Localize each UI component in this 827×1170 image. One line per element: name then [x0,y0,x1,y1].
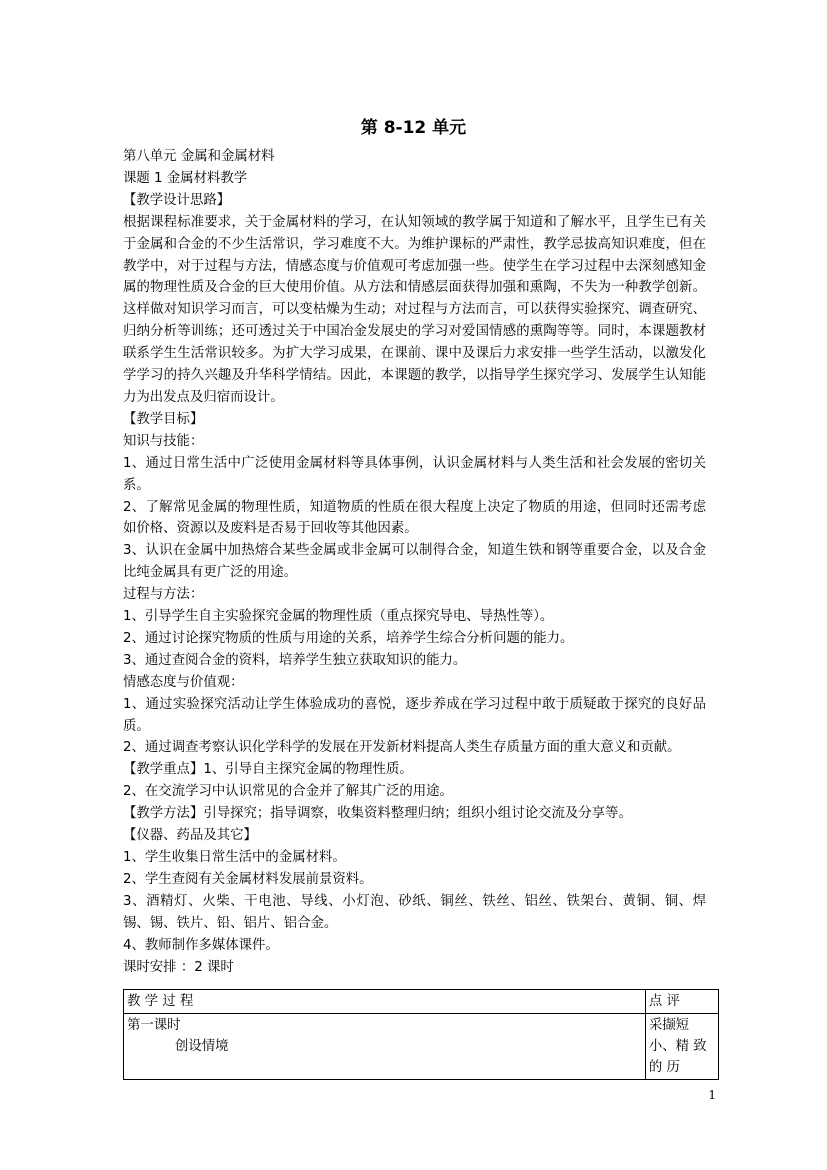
comment-cell: 采撷短小、精 致 的 历 [645,1014,718,1080]
process-cell [124,1014,646,1080]
document-body [123,146,706,978]
table-header-row [124,990,719,1014]
materials-item: 3、酒精灯、火柴、干电池、导线、小灯泡、砂纸、铜丝、铁丝、铝丝、铁架台、黄铜、铜、焊锡、锡、铁片、铅、铝片、铝合金。 [123,893,706,931]
emotion-item: 2、通过调查考察认识化学科学的发展在开发新材料提高人类生存质量方面的重大意义和贡献。 [123,740,681,756]
emotion-heading: 情感态度与价值观： [123,674,244,690]
key-heading: 【教学重点】 [123,762,204,778]
knowledge-heading: 知识与技能： [123,433,204,449]
key-item: 2、在交流学习中认识常见的合金并了解其广泛的用途。 [123,784,453,800]
materials-item: 1、学生收集日常生活中的金属材料。 [123,850,346,865]
method-heading: 【教学方法】 [123,806,204,822]
knowledge-item: 1、通过日常生活中广泛使用金属材料等具体事例，认识金属材料与人类生活和社会发展的密切关系。 [123,455,706,493]
process-item: 1、引导学生自主实验探究金属的物理性质（重点探究导电、导热性等）。 [123,609,554,625]
materials-item: 2、学生查阅有关金属材料发展前景资料。 [123,871,373,887]
design-heading: 【教学设计思路】 [123,192,231,208]
process-item: 3、通过查阅合金的资料，培养学生独立获取知识的能力。 [123,652,467,668]
knowledge-item: 2、了解常见金属的物理性质，知道物质的性质在很大程度上决定了物质的用途，但同时还需考虑如价格、资源以及废料是否易于回收等其他因素。 [123,499,706,537]
materials-heading: 【仪器、药品及其它】 [123,828,257,844]
emotion-item: 1、通过实验探究活动让学生体验成功的喜悦，逐步养成在学习过程中敢于质疑敢于探究的良好品质。 [123,696,706,734]
materials-item: 4、教师制作多媒体课件。 [123,937,279,953]
process-table [123,989,719,1080]
header-comment: 点 评 [645,990,718,1014]
design-paragraph: 根据课程标准要求，关于金属材料的学习，在认知领域的教学属于知道和了解水平，且学生已有关于金属和合金的不少生活常识，学习难度不大。为维护课标的严肃性，教学忌拔高知识难度，但在教学中，对于过程与方法，情感态度与价值观可考虑加强一些。使学生在学习过程中去深刻感知金属的物理性质及合金的巨大使用价值。从方法和情感层面获得加强和熏陶，不失为一种教学创新。这样做对知识学习而言，可以变枯燥为生动；对过程与方法而言，可以获得实验探究、调查研究、归纳分析等训练；还可透过关于中国冶金发展史的学习对爱国情感的熏陶等等。同时，本课题教材联系学生生活常识较多。为扩大学习成果，在课前、课中及课后力求安排一些学生活动，以激发化学学习的持久兴趣及升华科学情结。因此，本课题的教学，以指导学生探究学习、发展学生认知能力为出发点及归宿而设计。 [123,214,706,405]
page-title: 第 8-12 单元 [360,118,467,138]
process-heading: 过程与方法： [123,587,204,603]
teaching-method [123,803,706,825]
header-process: 教 学 过 程 [124,990,646,1014]
unit-heading: 第八单元 金属和金属材料 [123,149,275,164]
period-label: 第一课时 [127,1018,181,1033]
method-text: 引导探究；指导调察，收集资料整理归纳；组织小组讨论交流及分享等。 [203,806,632,822]
key-points [123,759,706,781]
knowledge-item: 3、认识在金属中加热熔合某些金属或非金属可以制得合金，知道生铁和钢等重要合金，以及合金比纯金属具有更广泛的用途。 [123,543,706,581]
page-number: 1 [708,1088,716,1102]
step-label: 创设情境 [175,1039,229,1054]
lesson-heading: 课题 1 金属材料教学 [123,170,248,186]
process-item: 2、通过讨论探究物质的性质与用途的关系，培养学生综合分析问题的能力。 [123,630,574,646]
goals-heading: 【教学目标】 [123,411,204,427]
schedule: 课时安排 ：2 课时 [123,959,234,975]
table-row [124,1014,719,1080]
key-item: 1、引导自主探究金属的物理性质。 [203,762,413,778]
